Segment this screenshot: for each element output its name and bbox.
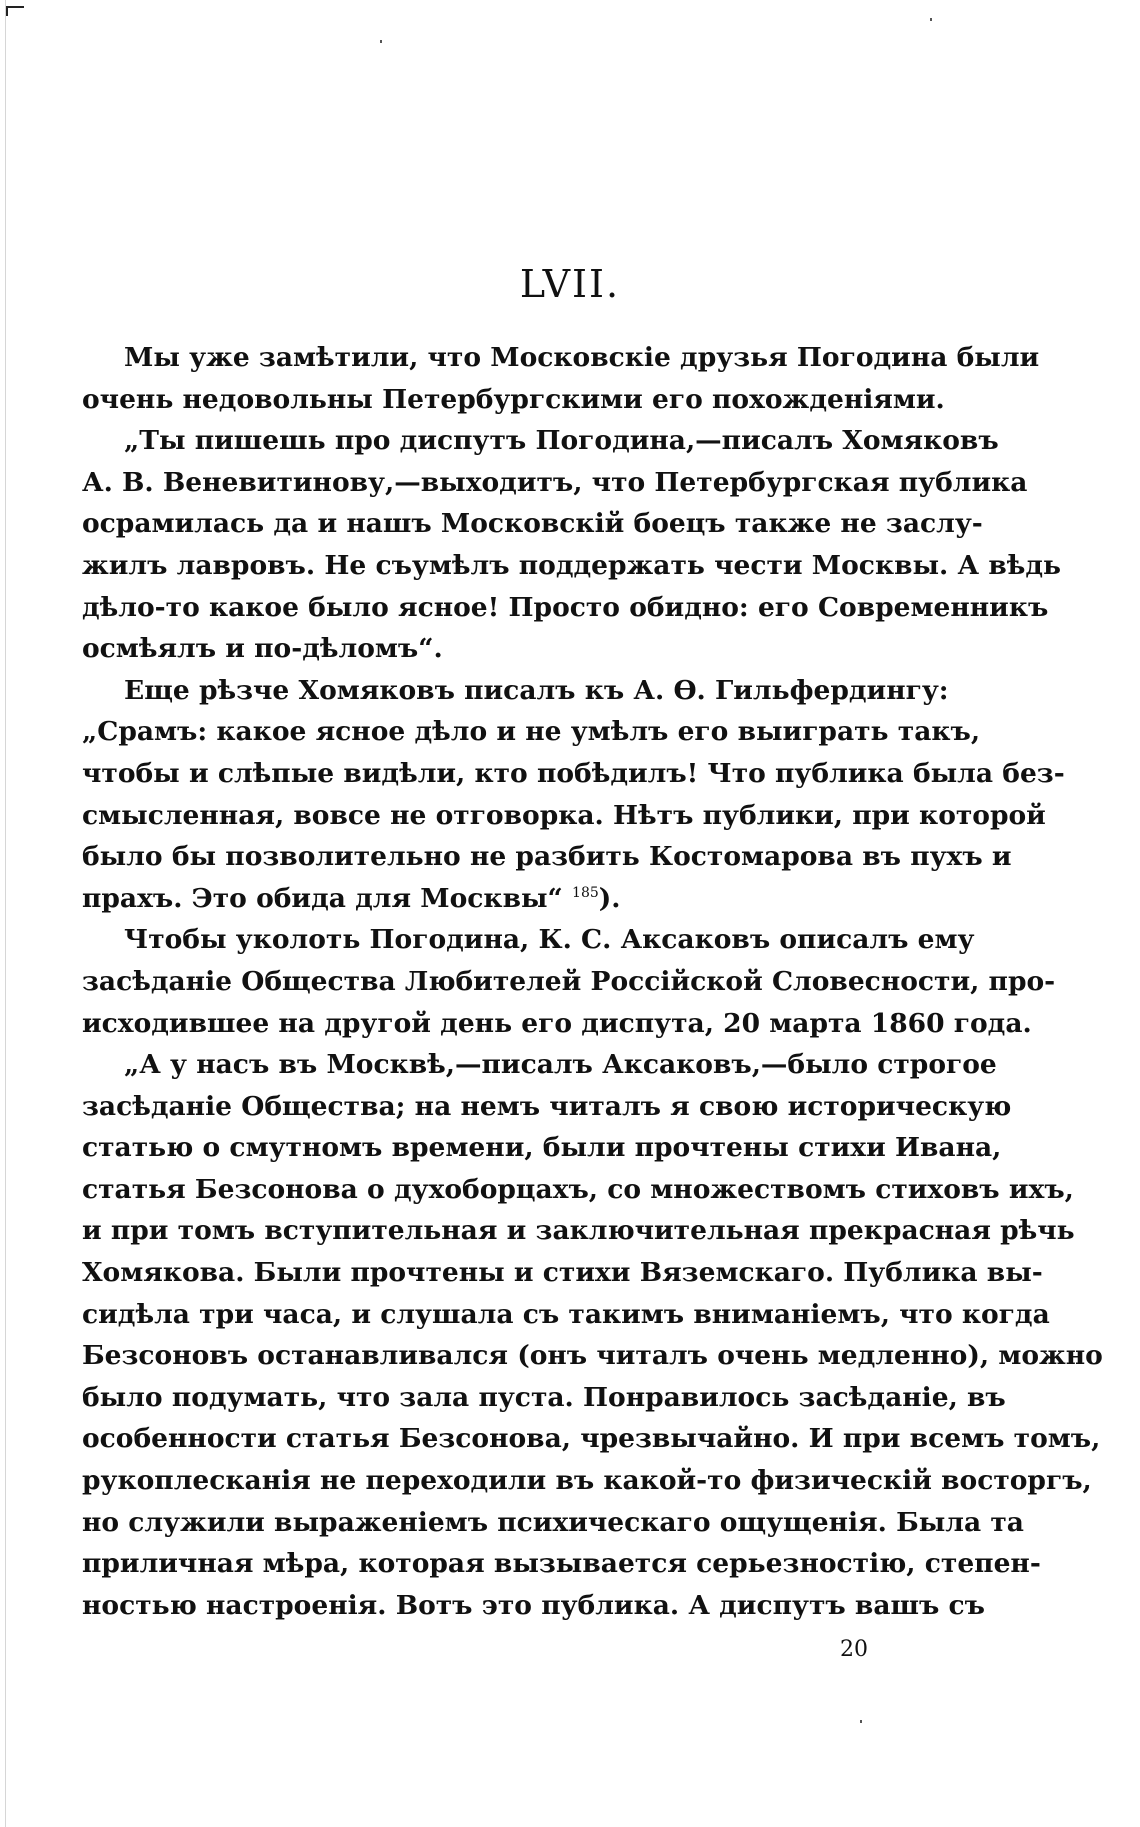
text-line: исходившее на другой день его диспута, 20 марта 1860 года. bbox=[82, 1007, 1032, 1039]
text-line: статья Безсонова о духоборцахъ, со множествомъ стиховъ ихъ, bbox=[82, 1173, 1074, 1205]
text-line: „Ты пишешь про диспутъ Погодина,—писалъ Хомяковъ bbox=[124, 425, 999, 457]
paragraph bbox=[82, 670, 1065, 920]
paragraph bbox=[82, 337, 1040, 420]
text-line: чтобы и слѣпые видѣли, кто побѣдилъ! Что публика была без- bbox=[82, 757, 1065, 789]
closing-punctuation: ). bbox=[598, 882, 621, 914]
text-line: осмѣялъ и по-дѣломъ“. bbox=[82, 633, 443, 665]
text-line: засѣданіе Общества Любителей Россійской Словесности, про- bbox=[82, 965, 1056, 997]
body-text bbox=[82, 337, 1103, 1626]
text-line: засѣданіе Общества; на немъ читалъ я свою историческую bbox=[82, 1090, 1012, 1122]
text-line: Чтобы уколоть Погодина, К. С. Аксаковъ описалъ ему bbox=[124, 924, 975, 956]
scan-speck bbox=[380, 40, 382, 43]
text-line: очень недовольны Петербургскими его похожденіями. bbox=[82, 383, 945, 415]
text-line: жилъ лавровъ. Не съумѣлъ поддержать чести Москвы. А вѣдь bbox=[82, 549, 1062, 581]
chapter-heading: LVII. bbox=[519, 262, 621, 306]
text-line: и при томъ вступительная и заключительная прекрасная рѣчь bbox=[82, 1215, 1075, 1247]
text-line: особенности статья Безсонова, чрезвычайно. И при всемъ томъ, bbox=[82, 1423, 1101, 1455]
page-number: 20 bbox=[840, 1637, 868, 1662]
scan-speck bbox=[930, 18, 932, 21]
text-line: ностью настроенія. Вотъ это публика. А диспутъ вашъ съ bbox=[82, 1589, 986, 1621]
text-line: было бы позволительно не разбить Костомарова въ пухъ и bbox=[82, 841, 1012, 873]
text-line: сидѣла три часа, и слушала съ такимъ вниманіемъ, что когда bbox=[82, 1298, 1050, 1330]
paragraph bbox=[82, 420, 1062, 670]
text-line: рукоплесканія не переходили въ какой-то физическій восторгъ, bbox=[82, 1465, 1092, 1497]
text-line: дѣло-то какое было ясное! Просто обидно: его Современникъ bbox=[82, 591, 1049, 623]
text-line: Безсоновъ останавливался (онъ читалъ очень медленно), можно bbox=[82, 1340, 1103, 1372]
text-line: Еще рѣзче Хомяковъ писалъ къ А. Ѳ. Гильфердингу: bbox=[124, 674, 949, 706]
paragraph bbox=[82, 919, 1103, 1626]
text-line: но служили выраженіемъ психическаго ощущенія. Была та bbox=[82, 1506, 1024, 1538]
text-line: А. В. Веневитинову,—выходитъ, что Петербургская публика bbox=[82, 466, 1028, 498]
text-line: „А у насъ въ Москвѣ,—писалъ Аксаковъ,—было строгое bbox=[124, 1049, 997, 1081]
text-line: приличная мѣра, которая вызывается серьезностію, степен- bbox=[82, 1548, 1041, 1580]
text-line: Мы уже замѣтили, что Московскіе друзья Погодина были bbox=[124, 342, 1040, 373]
text-line: статью о смутномъ времени, были прочтены стихи Ивана, bbox=[82, 1132, 1002, 1164]
text-line: „Срамъ: какое ясное дѣло и не умѣлъ его выиграть такъ, bbox=[82, 716, 981, 748]
text-line: смысленная, вовсе не отговорка. Нѣтъ публики, при которой bbox=[82, 799, 1046, 831]
scan-speck bbox=[860, 1720, 862, 1723]
text-line: осрамилась да и нашъ Московскій боецъ также не заслу- bbox=[82, 508, 983, 540]
text-line-with-footnote bbox=[82, 878, 937, 920]
text-line: Хомякова. Были прочтены и стихи Вяземскаго. Публика вы- bbox=[82, 1257, 1043, 1289]
scan-corner-mark bbox=[6, 6, 24, 16]
footnote-reference: 185 bbox=[572, 884, 599, 901]
text-line: было подумать, что зала пуста. Понравилось засѣданіе, въ bbox=[82, 1381, 1006, 1413]
text-line: прахъ. Это обида для Москвы“ bbox=[82, 882, 563, 914]
